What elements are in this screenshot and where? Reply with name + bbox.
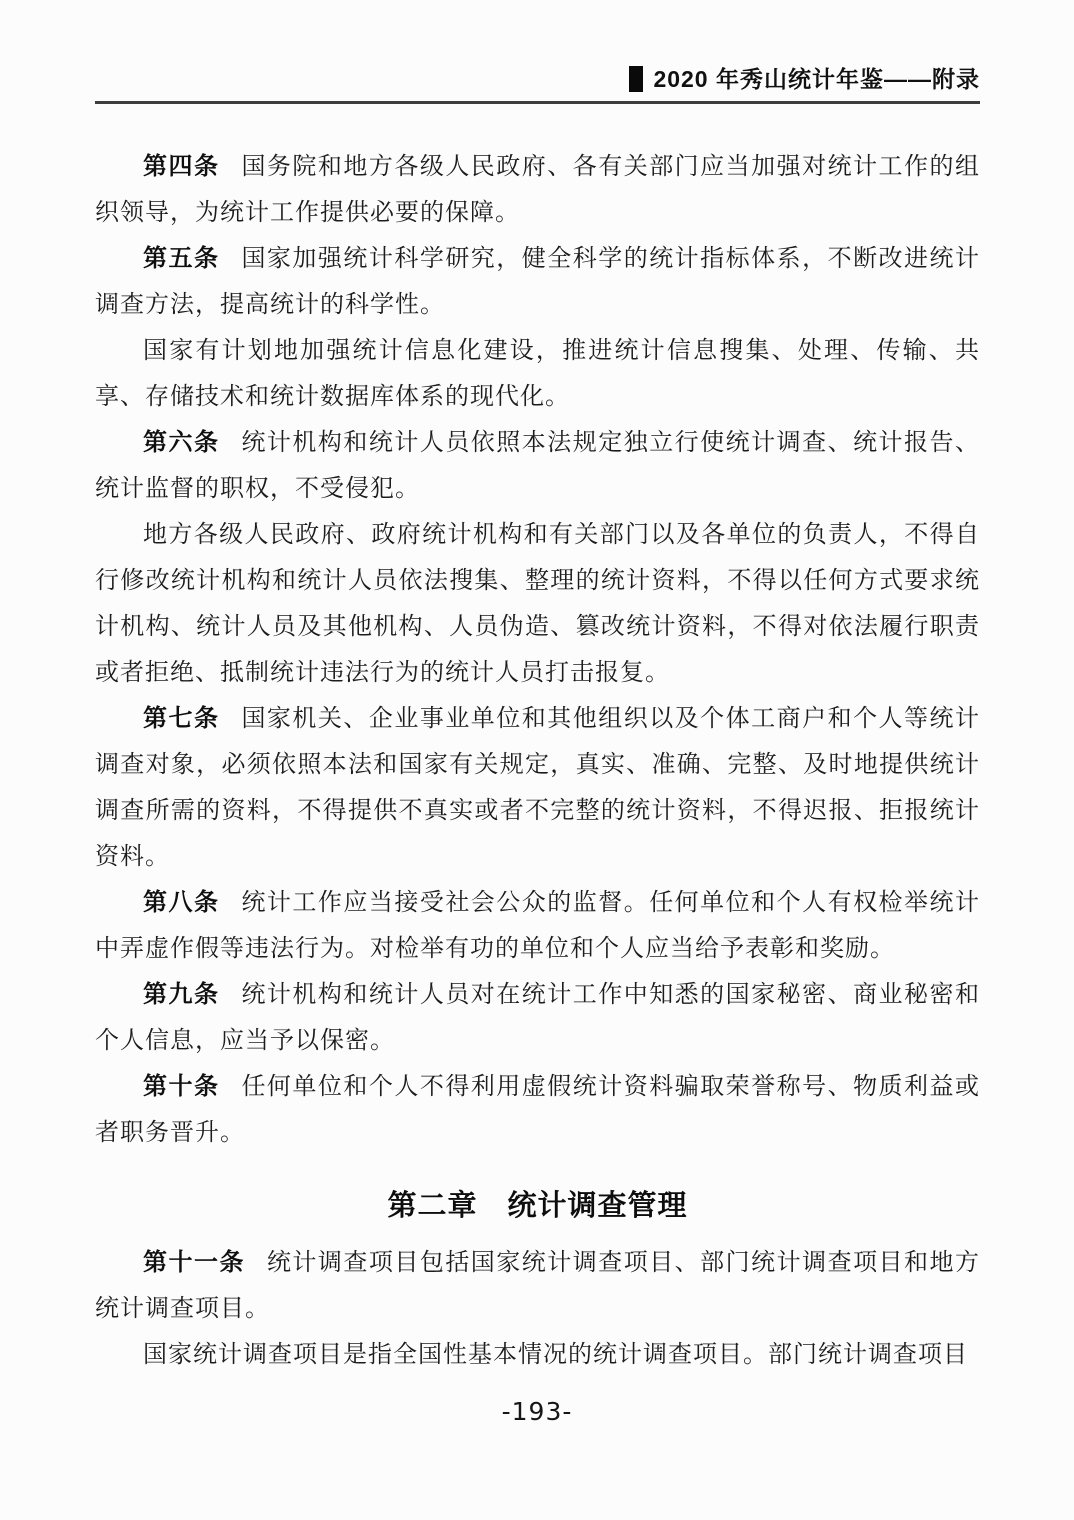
chapter-heading — [95, 1182, 980, 1230]
paragraph-article-8 — [95, 880, 980, 972]
paragraph-plain — [95, 1332, 980, 1378]
paragraph-plain — [95, 512, 980, 696]
paragraph-article-7 — [95, 696, 980, 880]
article-text: 统计机构和统计人员依照本法规定独立行使统计调查、统计报告、统计监督的职权，不受侵犯。 — [95, 430, 980, 502]
article-text: 统计调查项目包括国家统计调查项目、部门统计调查项目和地方统计调查项目。 — [95, 1250, 980, 1322]
paragraph-article-5 — [95, 236, 980, 328]
article-text: 国家有计划地加强统计信息化建设，推进统计信息搜集、处理、传输、共享、存储技术和统计数据库体系的现代化。 — [95, 338, 980, 410]
article-text: 任何单位和个人不得利用虚假统计资料骗取荣誉称号、物质利益或者职务晋升。 — [95, 1074, 980, 1146]
article-label: 第九条 — [143, 982, 220, 1008]
article-text: 地方各级人民政府、政府统计机构和有关部门以及各单位的负责人，不得自行修改统计机构和统计人员依法搜集、整理的统计资料，不得以任何方式要求统计机构、统计人员及其他机构、人员伪造、篡改统计资料，不得对依法履行职责或者拒绝、抵制统计违法行为的统计人员打击报复。 — [95, 522, 980, 686]
article-text: 国家机关、企业事业单位和其他组织以及个体工商户和个人等统计调查对象，必须依照本法和国家有关规定，真实、准确、完整、及时地提供统计调查所需的资料，不得提供不真实或者不完整的统计资料，不得迟报、拒报统计资料。 — [95, 706, 980, 870]
paragraph-article-11 — [95, 1240, 980, 1332]
header-title: 2020 年秀山统计年鉴——附录 — [653, 66, 980, 92]
chapter-title: 统计调查管理 — [507, 1190, 688, 1222]
paragraph-article-4 — [95, 144, 980, 236]
article-label: 第十条 — [143, 1074, 220, 1100]
page-header — [95, 64, 980, 94]
article-text: 统计机构和统计人员对在统计工作中知悉的国家秘密、商业秘密和个人信息，应当予以保密。 — [95, 982, 980, 1054]
article-label: 第四条 — [143, 154, 220, 180]
article-label: 第五条 — [143, 246, 220, 272]
article-label: 第六条 — [143, 430, 220, 456]
paragraph-article-6 — [95, 420, 980, 512]
paragraph-article-10 — [95, 1064, 980, 1156]
header-block-marker — [629, 66, 643, 92]
article-text: 统计工作应当接受社会公众的监督。任何单位和个人有权检举统计中弄虚作假等违法行为。对检举有功的单位和个人应当给予表彰和奖励。 — [95, 890, 980, 962]
paragraph-article-9 — [95, 972, 980, 1064]
article-label: 第七条 — [143, 706, 220, 732]
page-number: -193- — [501, 1397, 573, 1426]
document-body — [95, 144, 980, 1378]
article-label: 第十一条 — [143, 1250, 245, 1276]
article-text: 国务院和地方各级人民政府、各有关部门应当加强对统计工作的组织领导，为统计工作提供必要的保障。 — [95, 154, 980, 226]
paragraph-plain — [95, 328, 980, 420]
article-text: 国家统计调查项目是指全国性基本情况的统计调查项目。部门统计调查项目 — [143, 1342, 968, 1368]
header-rule — [95, 101, 980, 104]
article-label: 第八条 — [143, 890, 220, 916]
article-text: 国家加强统计科学研究，健全科学的统计指标体系，不断改进统计调查方法，提高统计的科学性。 — [95, 246, 980, 318]
chapter-number: 第二章 — [387, 1190, 478, 1222]
